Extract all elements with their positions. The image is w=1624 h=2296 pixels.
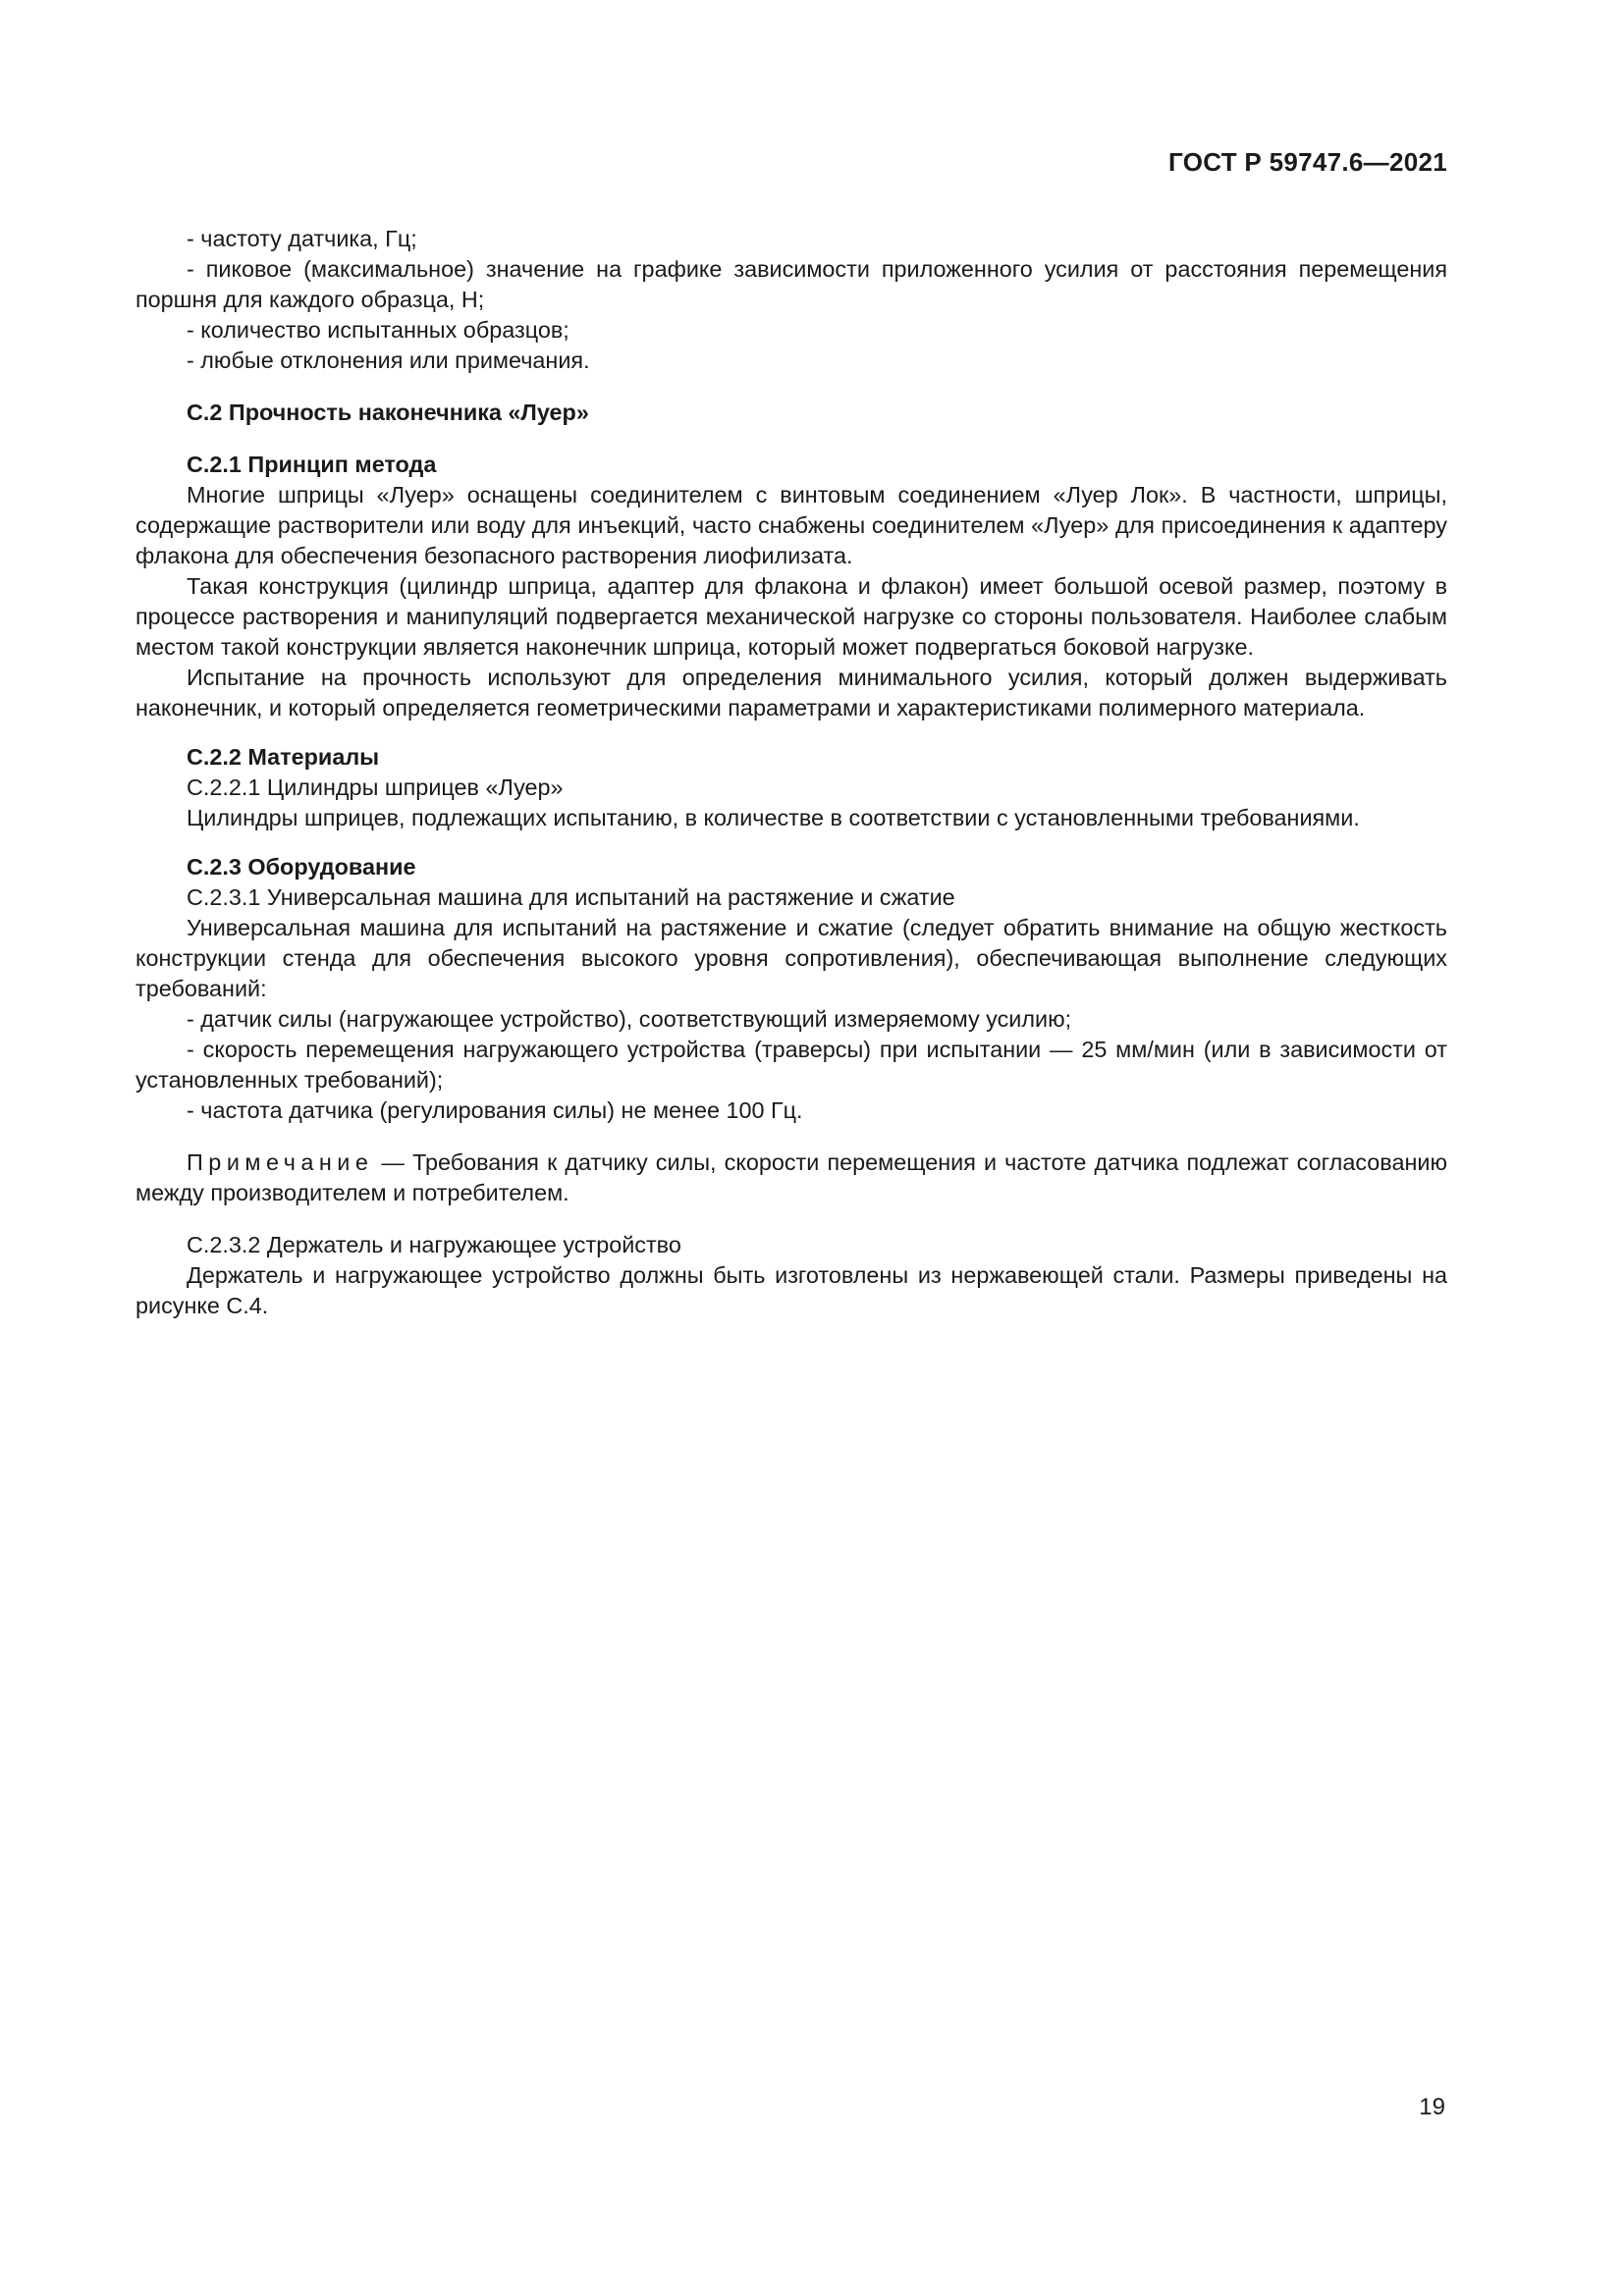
list-item: - датчик силы (нагружающее устройство), соответствующий измеряемому усилию; <box>187 1006 1072 1032</box>
list-item: - частоту датчика, Гц; <box>187 226 417 251</box>
subsection-title: С.2.2.1 Цилиндры шприцев «Луер» <box>187 774 564 800</box>
subsection-title: С.2.3.2 Держатель и нагружающее устройство <box>187 1232 681 1257</box>
paragraph: Такая конструкция (цилиндр шприца, адаптер для флакона и флакон) имеет большой осевой размер, поэтому в процессе растворения и манипуляций подвергается механической нагрузке со стороны пользователя. Наиболее слабым местом такой конструкции является наконечник шприца, который может подвергаться боковой нагрузке. <box>135 573 1447 660</box>
paragraph: Испытание на прочность используют для определения минимального усилия, который должен выдерживать наконечник, и который определяется геометрическими параметрами и характеристиками полимерного материала. <box>135 665 1447 721</box>
list-item: - количество испытанных образцов; <box>187 317 569 343</box>
list-item: - любые отклонения или примечания. <box>187 347 590 373</box>
subsection-title: С.2.3.1 Универсальная машина для испытаний на растяжение и сжатие <box>187 884 955 910</box>
paragraph: Цилиндры шприцев, подлежащих испытанию, в количестве в соответствии с установленными требованиями. <box>187 805 1360 830</box>
paragraph: Держатель и нагружающее устройство должны быть изготовлены из нержавеющей стали. Размеры приведены на рисунке С.4. <box>135 1262 1447 1318</box>
section-heading-c2: С.2 Прочность наконечника «Луер» <box>187 400 589 425</box>
note <box>135 1148 1447 1208</box>
note-label: Примечание <box>187 1149 374 1175</box>
page-number: 19 <box>1419 2094 1445 2120</box>
note-text: — Требования к датчику силы, скорости перемещения и частоте датчика подлежат согласованию между производителем и потребителем. <box>135 1149 1447 1205</box>
paragraph: Универсальная машина для испытаний на растяжение и сжатие (следует обратить внимание на общую жесткость конструкции стенда для обеспечения высокого уровня сопротивления), обеспечивающая выполнение следующих требований: <box>135 915 1447 1001</box>
section-heading-c21: С.2.1 Принцип метода <box>187 452 437 477</box>
document-code: ГОСТ Р 59747.6—2021 <box>1168 147 1447 177</box>
document-body <box>135 224 1447 1321</box>
list-item: - частота датчика (регулирования силы) не менее 100 Гц. <box>187 1097 803 1123</box>
list-item: - скорость перемещения нагружающего устройства (траверсы) при испытании — 25 мм/мин (или в зависимости от установленных требований); <box>135 1037 1447 1093</box>
list-item: - пиковое (максимальное) значение на графике зависимости приложенного усилия от расстояния перемещения поршня для каждого образца, Н; <box>135 256 1447 312</box>
section-heading-c22: С.2.2 Материалы <box>187 744 380 770</box>
section-heading-c23: С.2.3 Оборудование <box>187 854 416 880</box>
paragraph: Многие шприцы «Луер» оснащены соединителем с винтовым соединением «Луер Лок». В частности, шприцы, содержащие растворители или воду для инъекций, часто снабжены соединителем «Луер» для присоединения к адаптеру флакона для обеспечения безопасного растворения лиофилизата. <box>135 482 1447 568</box>
